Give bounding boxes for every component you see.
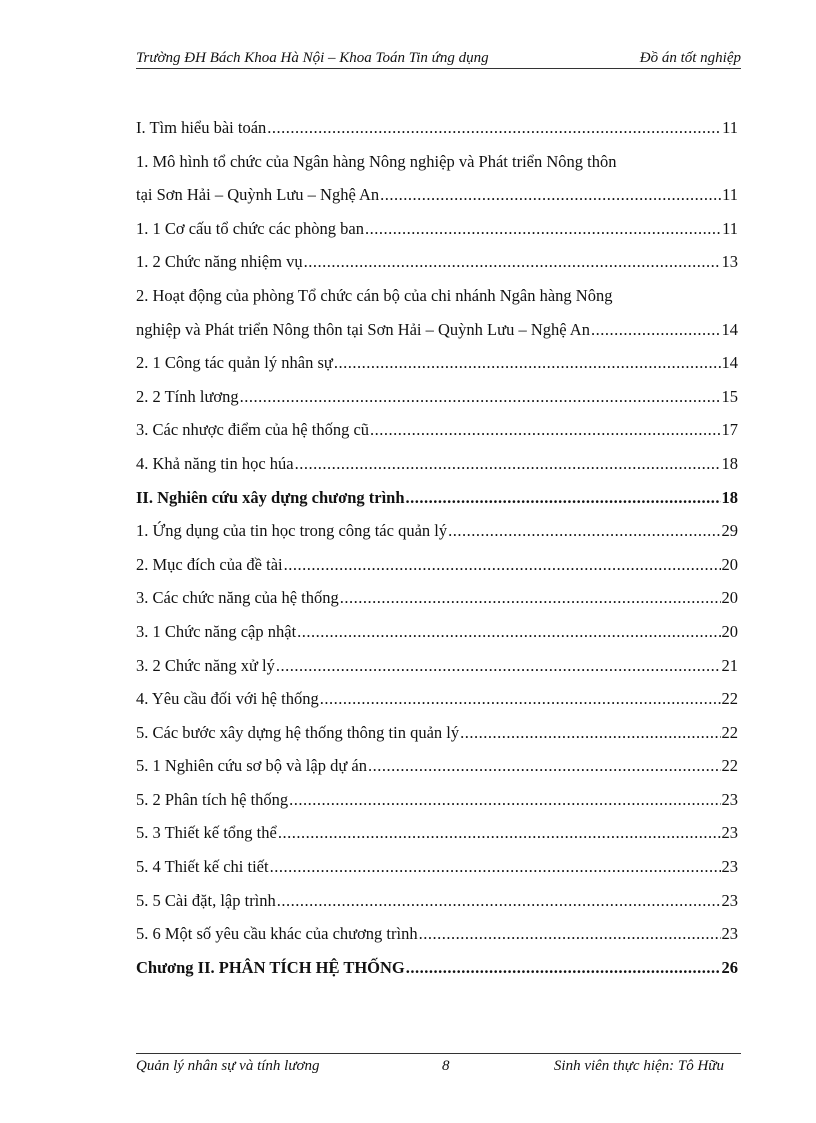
toc-entry [136, 622, 738, 642]
toc-entry-text: nghiệp và Phát triển Nông thôn tại Sơn Hải – Quỳnh Lưu – Nghệ An [136, 319, 590, 339]
toc-leader-dots [406, 958, 721, 978]
toc-entry-text: 1. Mô hình tổ chức của Ngân hàng Nông nghiệp và Phát triển Nông thôn [136, 151, 617, 171]
toc-entry-text: 3. 1 Chức năng cập nhật [136, 621, 297, 641]
toc-entry [136, 320, 738, 340]
toc-entry-page: 23 [721, 924, 738, 944]
toc-entry-page: 11 [722, 118, 738, 137]
toc-entry-text: 4. Yêu cầu đối với hệ thống [136, 689, 319, 709]
toc-entry-page: 11 [722, 218, 738, 238]
toc-leader-dots [240, 387, 721, 407]
toc-entry-text: 1. Ứng dụng của tin học trong công tác quản lý [136, 521, 448, 541]
page-header [136, 50, 741, 69]
toc-leader-dots [340, 588, 721, 608]
toc-entry [136, 891, 738, 911]
toc-entry-page: 17 [721, 420, 738, 440]
toc-entry-text: 1. 1 Cơ cấu tổ chức các phòng ban [136, 218, 364, 238]
toc-leader-dots [278, 823, 721, 843]
toc-leader-dots [289, 790, 720, 810]
toc-entry-text: 4. Khả năng tin học húa [136, 453, 294, 473]
toc-entry-text: 5. 1 Nghiên cứu sơ bộ và lập dự án [136, 756, 367, 776]
toc-leader-dots [370, 420, 720, 440]
toc-leader-dots [334, 353, 721, 373]
toc-entry-text: Chương II. PHÂN TÍCH HỆ THỐNG [136, 957, 405, 977]
toc-entry-page: 29 [721, 521, 738, 541]
toc-entry [136, 555, 738, 575]
toc-entry-text: 2. 1 Công tác quản lý nhân sự [136, 353, 333, 373]
toc-entry [136, 185, 738, 205]
toc-leader-dots [304, 252, 721, 272]
toc-entry-text: tại Sơn Hải – Quỳnh Lưu – Nghệ An [136, 185, 380, 205]
toc-entry [136, 588, 738, 608]
toc-leader-dots [380, 185, 721, 205]
toc-entry-text: 5. 6 Một số yêu cầu khác của chương trình [136, 924, 418, 944]
toc-entry [136, 857, 738, 877]
toc-entry [136, 958, 738, 978]
toc-entry-page: 26 [721, 957, 738, 977]
toc-entry [136, 924, 738, 944]
toc-entry-text: 1. 2 Chức năng nhiệm vụ [136, 252, 303, 272]
toc-leader-dots [368, 756, 721, 776]
toc-entry [136, 387, 738, 407]
toc-entry [136, 521, 738, 541]
toc-entry-text: 5. 5 Cài đặt, lập trình [136, 890, 276, 910]
toc-leader-dots [267, 118, 721, 138]
toc-entry-text: 5. 2 Phân tích hệ thống [136, 789, 289, 809]
toc-leader-dots [284, 555, 721, 575]
toc-entry-text: 5. 3 Thiết kế tổng thể [136, 823, 277, 843]
toc-leader-dots [365, 219, 721, 239]
toc-leader-dots [460, 723, 720, 743]
toc-entry [136, 252, 738, 272]
toc-entry [136, 420, 738, 440]
toc-entry-page: 20 [721, 588, 738, 608]
toc-leader-dots [419, 924, 721, 944]
footer-author: Sinh viên thực hiện: Tô Hữu [553, 1058, 724, 1074]
header-school: Trường ĐH Bách Khoa Hà Nội – Khoa Toán Tin ứng dụng [136, 50, 489, 66]
footer-title: Quản lý nhân sự và tính lương [136, 1058, 320, 1074]
toc-leader-dots [320, 689, 721, 709]
toc-leader-dots [295, 454, 721, 474]
toc-entry-page: 15 [721, 386, 738, 406]
toc-entry-page: 20 [721, 554, 738, 574]
toc-entry-page: 22 [721, 756, 738, 776]
toc-entry [136, 353, 738, 373]
toc-entry [136, 152, 738, 172]
toc-entry-text: II. Nghiên cứu xây dựng chương trình [136, 487, 405, 507]
toc-entry-page: 23 [721, 823, 738, 843]
toc-leader-dots [270, 857, 721, 877]
toc-entry [136, 286, 738, 306]
toc-leader-dots [591, 320, 721, 340]
toc-entry-text: 3. Các chức năng của hệ thống [136, 588, 339, 608]
toc-entry-page: 18 [721, 487, 738, 507]
toc-leader-dots [297, 622, 720, 642]
toc-entry [136, 656, 738, 676]
toc-entry [136, 488, 738, 508]
toc-entry-page: 23 [721, 890, 738, 910]
toc-entry-text: 5. Các bước xây dựng hệ thống thông tin quản lý [136, 722, 460, 742]
toc-entry-text: I. Tìm hiểu bài toán [136, 118, 267, 137]
toc-entry [136, 689, 738, 709]
toc-entry-text: 5. 4 Thiết kế chi tiết [136, 857, 269, 877]
toc-leader-dots [448, 521, 720, 541]
toc-entry [136, 723, 738, 743]
toc-entry-page: 13 [721, 252, 738, 272]
toc-entry-page: 14 [721, 353, 738, 373]
toc-entry-page: 18 [721, 453, 738, 473]
toc-entry-page: 14 [721, 319, 738, 339]
toc-entry [136, 454, 738, 474]
toc-entry-text: 3. Các nhược điểm của hệ thống cũ [136, 420, 370, 440]
toc-entry [136, 219, 738, 239]
toc-entry-page: 23 [721, 789, 738, 809]
toc-entry-page: 21 [721, 655, 738, 675]
toc-entry [136, 790, 738, 810]
toc-entry-text: 2. Hoạt động của phòng Tổ chức cán bộ của chi nhánh Ngân hàng Nông [136, 285, 613, 305]
toc-leader-dots [406, 488, 721, 508]
toc-entry-text: 2. Mục đích của đề tài [136, 554, 283, 574]
toc-leader-dots [276, 656, 721, 676]
toc-entry-page: 20 [721, 621, 738, 641]
toc-entry-text: 3. 2 Chức năng xử lý [136, 655, 275, 675]
toc-entry-page: 22 [721, 689, 738, 709]
toc-entry-text: 2. 2 Tính lương [136, 386, 239, 406]
toc-entry-page: 22 [721, 722, 738, 742]
toc-entry [136, 756, 738, 776]
toc-entry [136, 823, 738, 843]
page-number: 8 [442, 1058, 450, 1074]
toc-entry [136, 118, 738, 138]
header-doc-type: Đồ án tốt nghiệp [639, 50, 741, 66]
toc-entry-page: 11 [722, 185, 738, 205]
page-footer [136, 1053, 741, 1076]
toc-entry-page: 23 [721, 857, 738, 877]
toc-leader-dots [277, 891, 721, 911]
table-of-contents [136, 118, 738, 991]
